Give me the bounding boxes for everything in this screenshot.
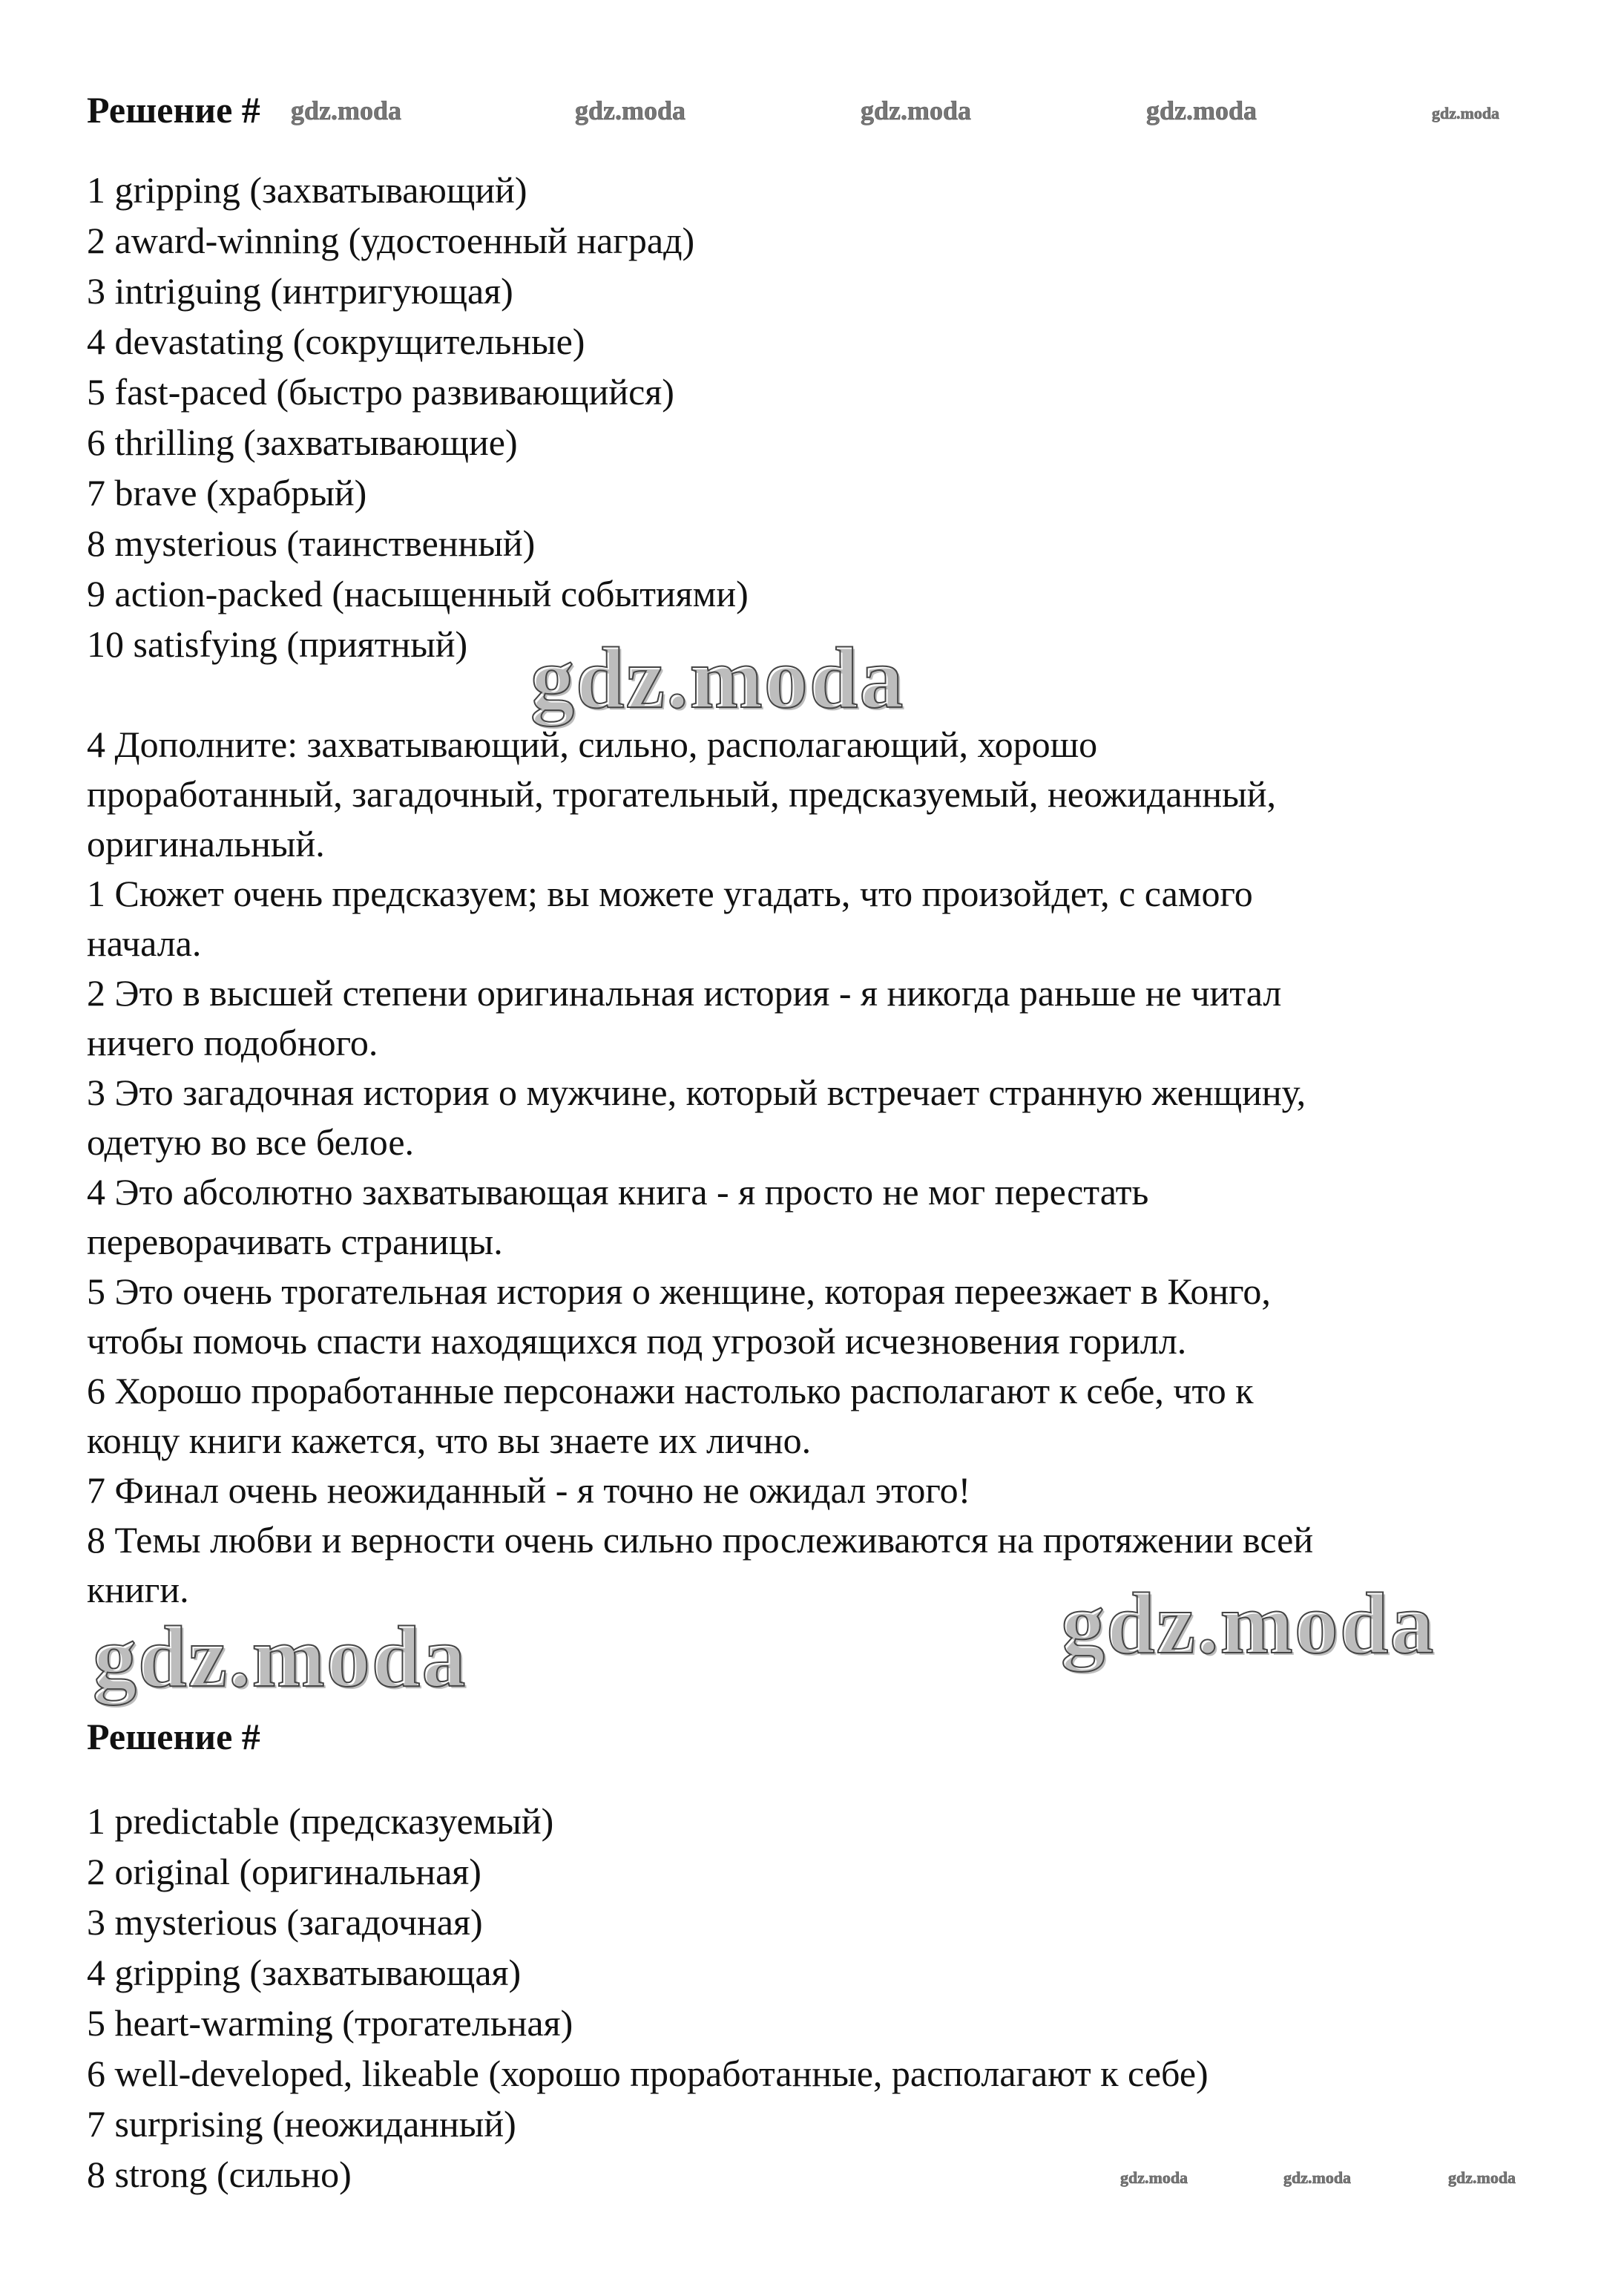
footer-watermark-2: gdz.moda [1283,2168,1352,2187]
answer-item: 7 brave (храбрый) [87,472,367,514]
task-4-sentence-line: 2 Это в высшей степени оригинальная история - я никогда раньше не читал [87,972,1282,1014]
footer-watermark-3: gdz.moda [1448,2168,1516,2187]
watermark-large-2: gdz.moda [1061,1575,1436,1672]
task-4-sentence-line: концу книги кажется, что вы знаете их лично. [87,1420,812,1461]
task-4-instruction-line: оригинальный. [87,823,325,865]
task-4-sentence-line: переворачивать страницы. [87,1221,503,1262]
answer-item: 4 gripping (захватывающая) [87,1952,522,1993]
answer-item: 4 devastating (сокрущительные) [87,321,585,362]
header-watermark-3: gdz.moda [861,96,972,125]
task-4-instruction-line: проработанный, загадочный, трогательный, предсказуемый, неожиданный, [87,773,1276,815]
task-4-sentence-line: ничего подобного. [87,1022,378,1063]
answer-item: 6 thrilling (захватывающие) [87,422,518,463]
answer-item: 8 mysterious (таинственный) [87,522,536,564]
watermark-large-1: gdz.moda [530,629,905,726]
task-4-sentence-line: книги. [87,1569,189,1610]
task-4-sentence-line: 5 Это очень трогательная история о женщине, которая переезжает в Конго, [87,1270,1271,1312]
watermark-large-3: gdz.moda [93,1608,467,1705]
task-4-sentence-line: 7 Финал очень неожиданный - я точно не ожидал этого! [87,1469,971,1511]
task-4-sentence-line: 3 Это загадочная история о мужчине, который встречает странную женщину, [87,1072,1306,1113]
answer-item: 9 action-packed (насыщенный событиями) [87,573,749,614]
solution-heading-2-text: Решение # [87,1716,260,1757]
solution-heading-1 [87,88,260,132]
answer-item: 8 strong (сильно) [87,2154,352,2195]
task-4-sentence-line: начала. [87,922,202,964]
answer-item: 10 satisfying (приятный) [87,623,468,665]
answer-item: 3 mysterious (загадочная) [87,1901,483,1943]
answer-item: 5 heart-warming (трогательная) [87,2002,573,2044]
answer-item: 1 predictable (предсказуемый) [87,1800,554,1842]
header-watermark-2: gdz.moda [575,96,686,125]
answer-item: 2 original (оригинальная) [87,1851,481,1892]
task-4-sentence-line: 8 Темы любви и верности очень сильно прослеживаются на протяжении всей [87,1519,1314,1561]
task-4-sentence-line: чтобы помочь спасти находящихся под угрозой исчезновения горилл. [87,1320,1187,1362]
answer-item: 5 fast-paced (быстро развивающийся) [87,371,674,413]
task-4-sentence-line: 1 Сюжет очень предсказуем; вы можете угадать, что произойдет, с самого [87,873,1253,914]
answer-item: 1 gripping (захватывающий) [87,169,527,211]
solution-heading-2 [87,1714,260,1759]
task-4-sentence-line: 6 Хорошо проработанные персонажи настолько располагают к себе, что к [87,1370,1254,1411]
header-watermark-4: gdz.moda [1146,96,1257,125]
task-4-sentence-line: одетую во все белое. [87,1121,415,1163]
answer-item: 7 surprising (неожиданный) [87,2103,516,2145]
task-4-sentence-line: 4 Это абсолютно захватывающая книга - я просто не мог перестать [87,1171,1149,1213]
header-watermark-1: gdz.moda [291,96,402,125]
answers-list-1 [87,165,749,669]
task-4-instruction-line: 4 Дополните: захватывающий, сильно, располагающий, хорошо [87,724,1098,765]
answer-item: 3 intriguing (интригующая) [87,270,513,312]
solution-heading-1-text: Решение # [87,89,260,131]
header-watermark-5: gdz.moda [1432,104,1500,122]
task-4-block [87,720,1541,1615]
answers-list-2 [87,1796,1209,2200]
answer-item: 2 award-winning (удостоенный наград) [87,220,695,261]
answer-item: 6 well-developed, likeable (хорошо проработанные, располагают к себе) [87,2053,1209,2094]
footer-watermark-1: gdz.moda [1120,2168,1188,2187]
